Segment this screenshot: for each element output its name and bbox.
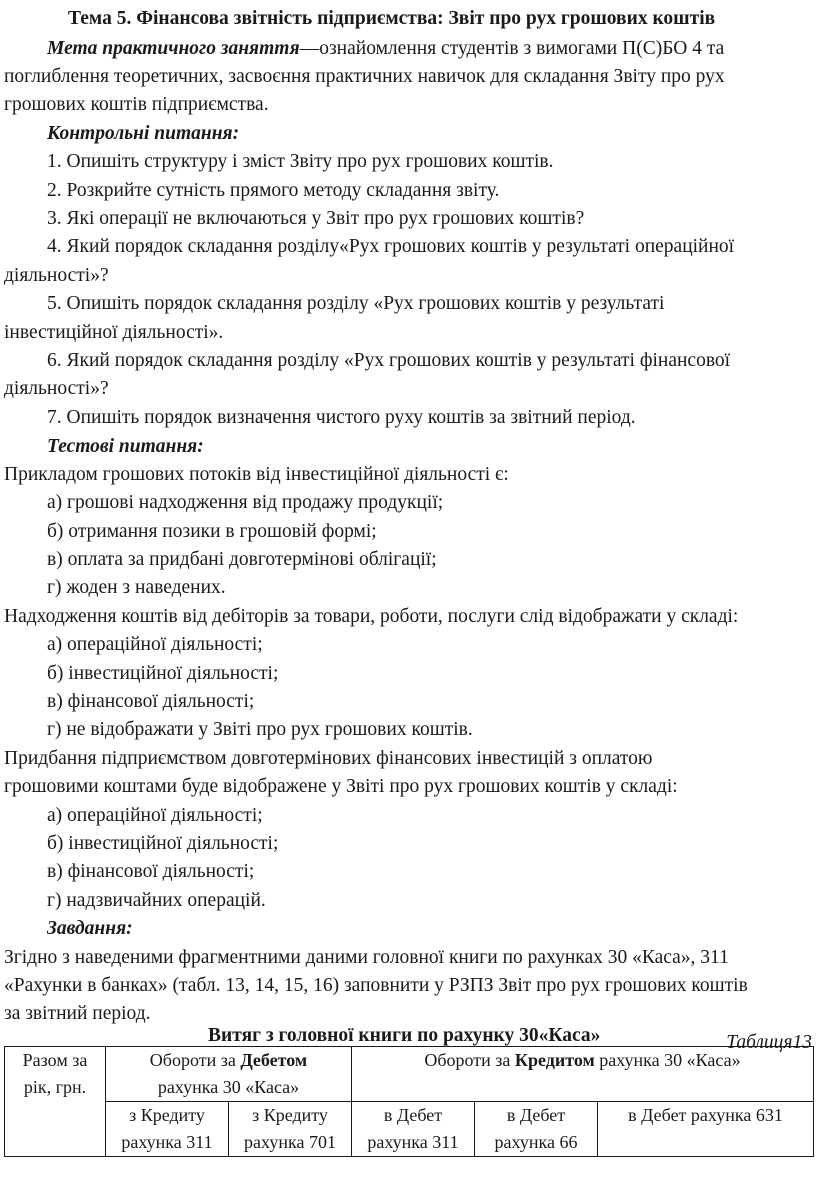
header-debit-suffix: рахунка 30 «Каса»	[157, 1077, 300, 1097]
test-1-option-a: а) грошові надходження від продажу продукції;	[47, 492, 444, 513]
control-heading: Контрольні питання:	[47, 123, 240, 144]
control-question-6-cont: діяльності»?	[4, 378, 109, 399]
test-3-question-cont: грошовими коштами буде відображене у Звіті про рух грошових коштів у складі:	[4, 776, 678, 797]
subheader-cell: з Кредиту рахунка 701	[229, 1102, 352, 1157]
control-question-2: 2. Розкрийте сутність прямого методу складання звіту.	[47, 180, 500, 201]
subheader-cell: в Дебет рахунка 311	[352, 1102, 475, 1157]
test-1-question: Прикладом грошових потоків від інвестиційної діяльності є:	[4, 464, 509, 485]
task-line-1: Згідно з наведеними фрагментними даними головної книги по рахунках 30 «Каса», 311	[4, 947, 729, 968]
subheader-cell: в Дебет рахунка 631	[598, 1102, 814, 1157]
test-3-option-d: г) надзвичайних операцій.	[47, 890, 266, 911]
header-credit	[352, 1047, 814, 1102]
control-question-5-cont: інвестиційної діяльності».	[4, 322, 224, 343]
goal-line-1	[47, 35, 816, 64]
control-question-7: 7. Опишіть порядок визначення чистого руху коштів за звітний період.	[47, 407, 636, 428]
task-heading: Завдання:	[47, 918, 133, 939]
test-3-option-b: б) інвестиційної діяльності;	[47, 833, 279, 854]
test-2-option-b: б) інвестиційної діяльності;	[47, 663, 279, 684]
header-debit-prefix: Обороти за	[149, 1050, 241, 1070]
control-question-1: 1. Опишіть структуру і зміст Звіту про рух грошових коштів.	[47, 151, 554, 172]
subheader-cell: з Кредиту рахунка 311	[106, 1102, 229, 1157]
control-question-4: 4. Який порядок складання розділу«Рух грошових коштів у результаті операційної	[47, 236, 735, 257]
task-line-2: «Рахунки в банках» (табл. 13, 14, 15, 16) заповнити у РЗПЗ Звіт про рух грошових коштів	[4, 975, 748, 996]
task-line-3: за звітний період.	[4, 1003, 151, 1024]
control-question-5: 5. Опишіть порядок складання розділу «Рух грошових коштів у результаті	[47, 293, 665, 314]
header-debit	[106, 1047, 352, 1102]
goal-label: Мета практичного заняття	[47, 38, 300, 59]
tests-heading: Тестові питання:	[47, 436, 204, 457]
test-3-question: Придбання підприємством довготермінових фінансових інвестицій з оплатою	[4, 748, 653, 769]
test-2-option-d: г) не відображати у Звіті про рух грошових коштів.	[47, 719, 473, 740]
goal-line-2: поглиблення теоретичних, засвоєння практичних навичок для складання Звіту про рух	[4, 66, 725, 87]
header-debit-bold: Дебетом	[240, 1050, 308, 1070]
goal-line-3: грошових коштів підприємства.	[4, 94, 269, 115]
test-1-option-b: б) отримання позики в грошовій формі;	[47, 521, 377, 542]
test-1-option-c: в) оплата за придбані довготермінові облігації;	[47, 549, 437, 570]
goal-text: ознайомлення студентів з вимогами П(С)БО 4 та	[319, 38, 725, 59]
test-3-option-c: в) фінансової діяльності;	[47, 861, 255, 882]
page-title: Тема 5. Фінансова звітність підприємства: Звіт про рух грошових коштів	[68, 8, 716, 29]
control-question-3: 3. Які операції не включаються у Звіт про рух грошових коштів?	[47, 208, 585, 229]
test-3-option-a: а) операційної діяльності;	[47, 805, 263, 826]
header-credit-bold: Кредитом	[514, 1050, 595, 1070]
test-2-option-c: в) фінансової діяльності;	[47, 691, 255, 712]
test-2-option-a: а) операційної діяльності;	[47, 634, 263, 655]
table-header-row	[5, 1047, 814, 1102]
subheader-cell: в Дебет рахунка 66	[475, 1102, 598, 1157]
test-1-option-d: г) жоден з наведених.	[47, 577, 226, 598]
header-total: Разом за рік, грн.	[5, 1047, 106, 1157]
table-label: Таблиця13	[726, 1032, 812, 1053]
test-2-question: Надходження коштів від дебіторів за товари, роботи, послуги слід відображати у складі:	[4, 606, 739, 627]
header-credit-prefix: Обороти за	[424, 1050, 515, 1070]
table-subheader-row	[5, 1102, 814, 1157]
control-question-6: 6. Який порядок складання розділу «Рух грошових коштів у результаті фінансової	[47, 350, 731, 371]
table-title: Витяг з головної книги по рахунку 30«Каса»	[208, 1025, 601, 1046]
ledger-table	[4, 1046, 814, 1157]
header-credit-suffix: рахунка 30 «Каса»	[594, 1050, 741, 1070]
goal-dash: —	[299, 38, 320, 59]
control-question-4-cont: діяльності»?	[4, 265, 109, 286]
